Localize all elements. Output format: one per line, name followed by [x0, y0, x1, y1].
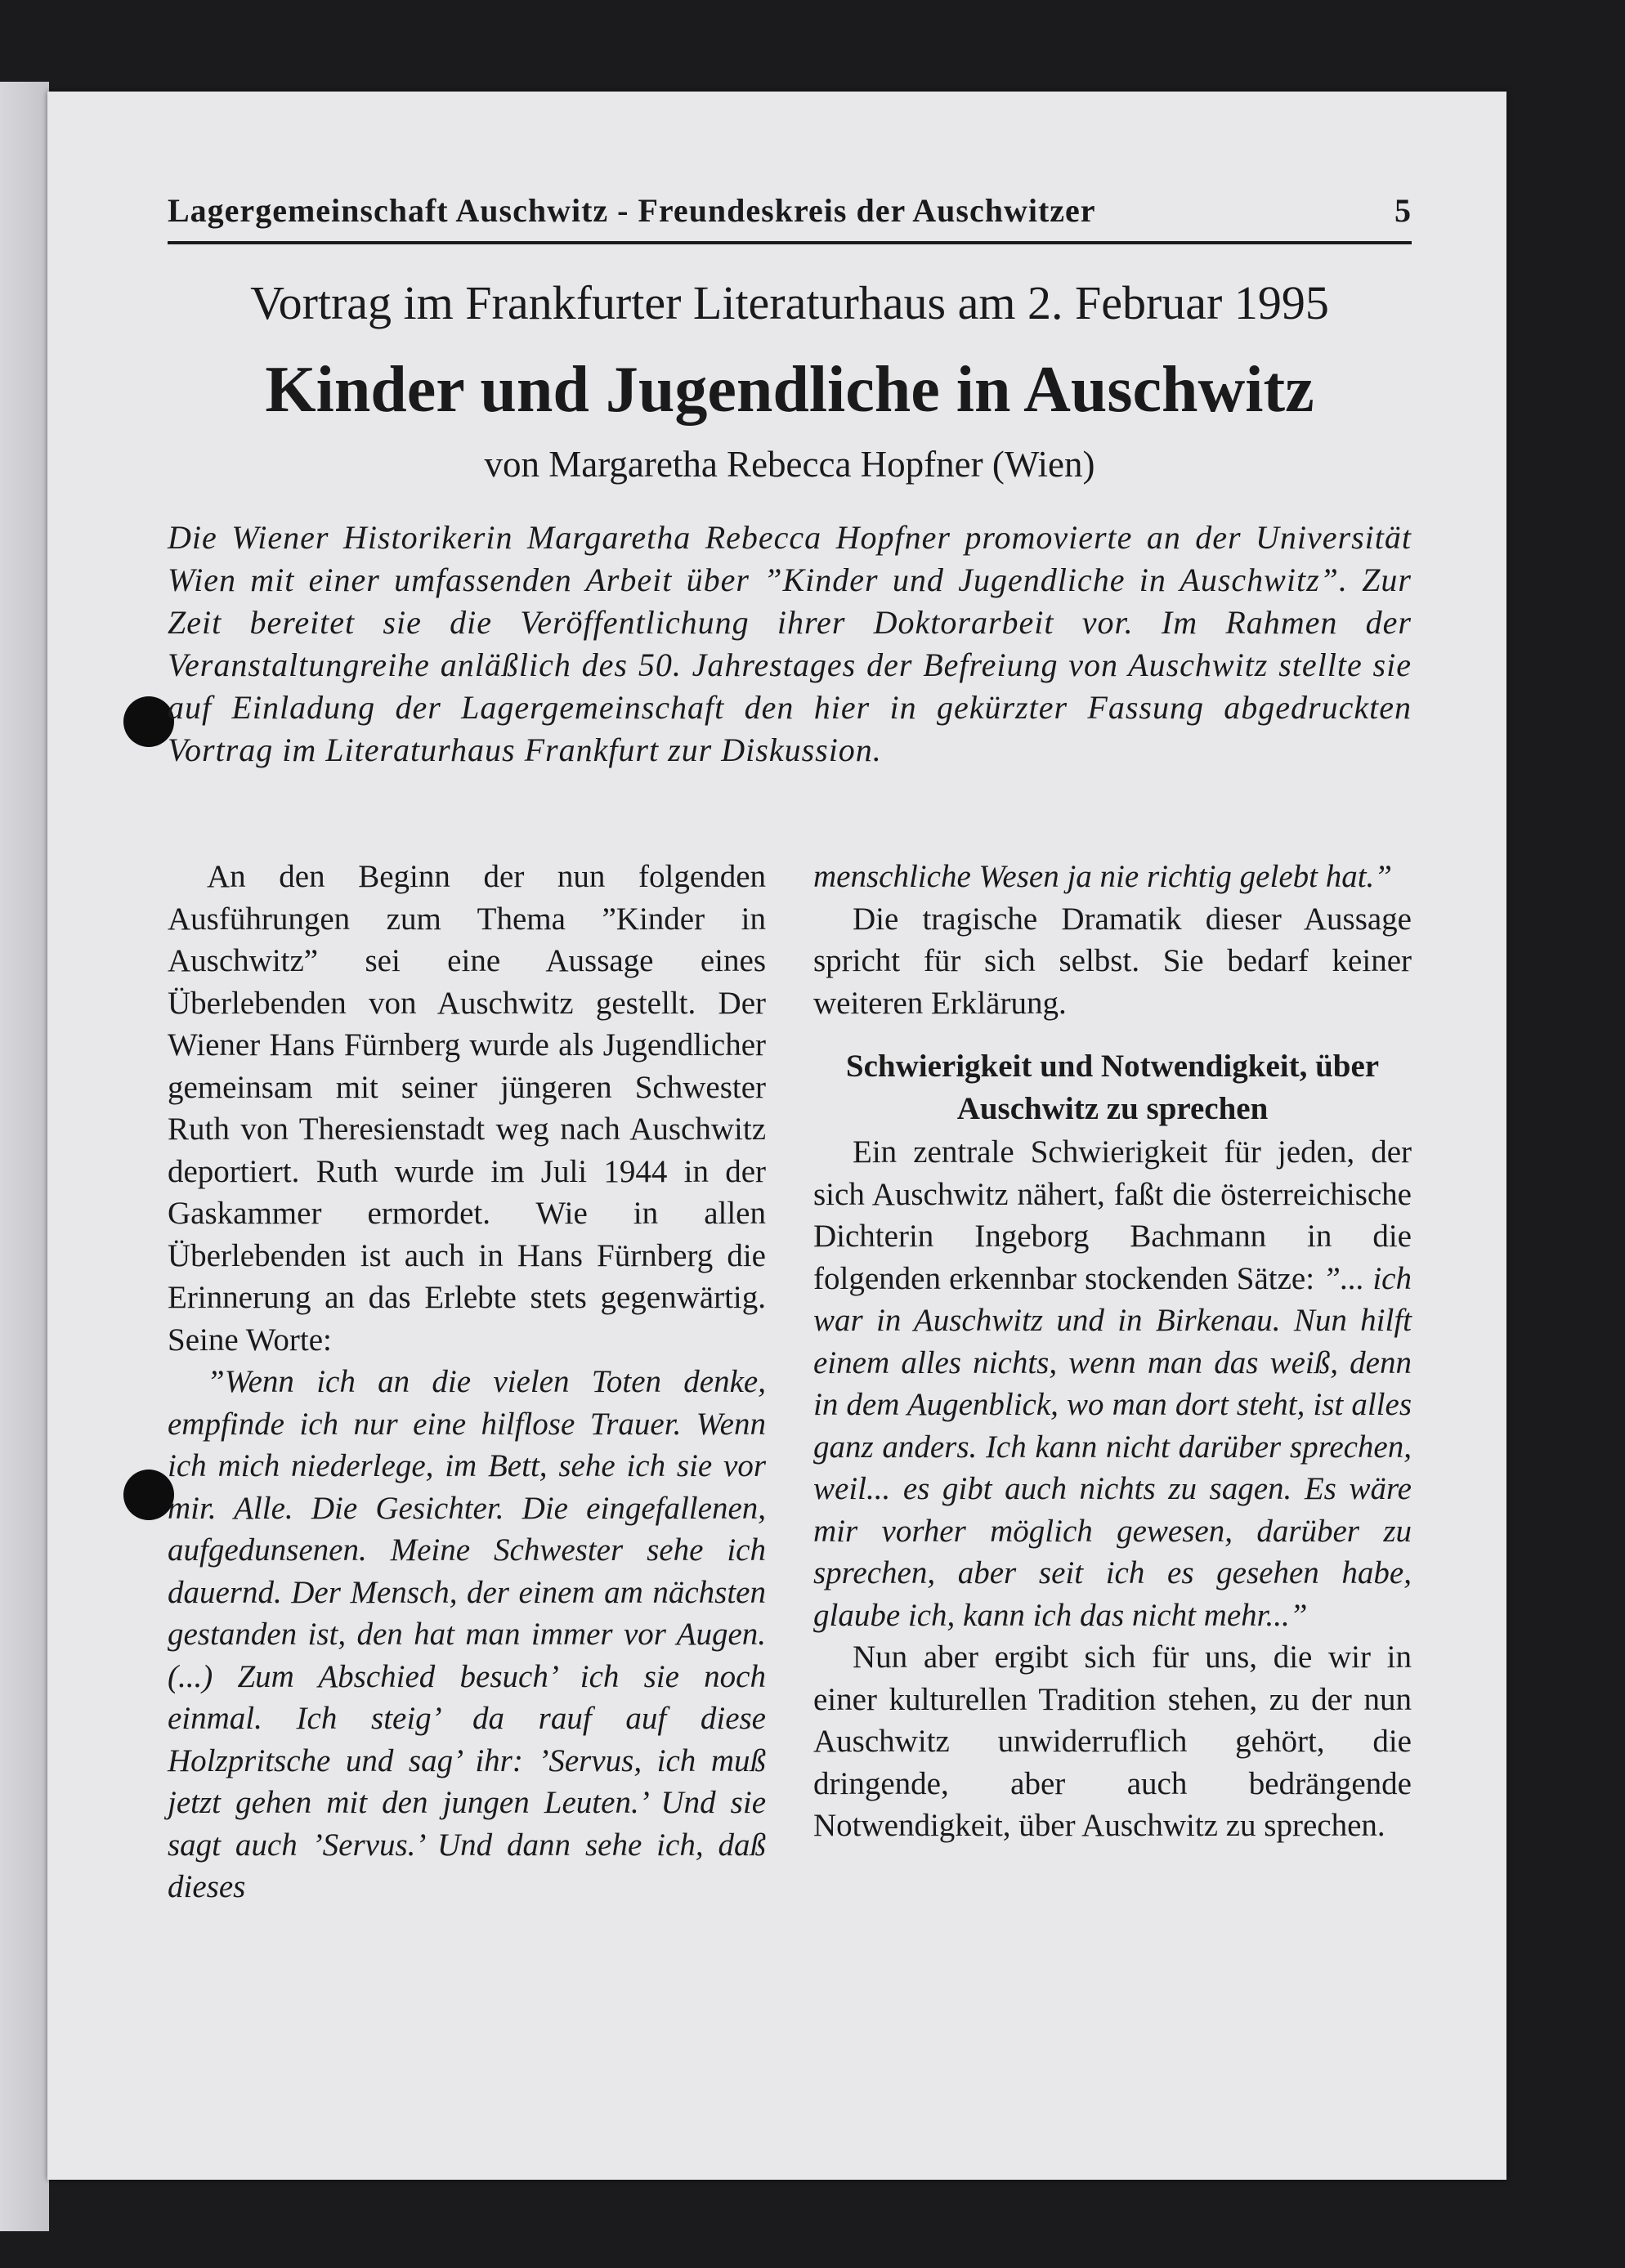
quote-paragraph: ”Wenn ich an die vielen Toten denke, empfinde ich nur eine hilflose Trauer. Wenn ich mich niederlege, im Bett, sehe ich sie vor mir. Alle. Die Gesichter. Die eingefallenen, aufgedunsenen. Meine Schwester sehe ich dauernd. Der Mensch, der einem am nächsten gestanden ist, den hat man immer vor Augen. (...) Zum Abschied besuch’ ich sie noch einmal. Ich steig’ da rauf auf diese Holzpritsche und sag’ ihr: ’Servus, ich muß jetzt gehen mit den jungen Leuten.’ Und sie sagt auch ’Servus.’ Und dann sehe ich, daß dieses: [168, 1364, 766, 1904]
quote-continuation: menschliche Wesen ja nie richtig gelebt hat.”: [813, 859, 1392, 894]
body-paragraph: An den Beginn der nun folgenden Ausführungen zum Thema ”Kinder in Auschwitz” sei eine Aussage eines Überlebenden von Auschwitz gestellt. Der Wiener Hans Fürnberg wurde als Jugendlicher gemeinsam mit seiner jüngeren Schwester Ruth von Theresienstadt weg nach Auschwitz deportiert. Ruth wurde im Juli 1944 in der Gaskammer ermordet. Wie in allen Überlebenden ist auch in Hans Fürnberg die Erinnerung an das Erlebte stets gegenwärtig. Seine Worte:: [168, 859, 766, 1358]
body-paragraph: [813, 1131, 1412, 1636]
article-kicker: Vortrag im Frankfurter Literaturhaus am 2. Februar 1995: [250, 276, 1329, 329]
header-rule: [168, 241, 1412, 244]
punch-hole: [123, 696, 174, 747]
previous-page-edge: [0, 82, 49, 2231]
bachmann-quote: ”... ich war in Auschwitz und in Birkenau. Nun hilft einem alles nichts, wenn man das weiß, denn in dem Augenblick, wo man dort steht, ist alles ganz anders. Ich kann nicht darüber sprechen, weil... es gibt auch nichts zu sagen. Es wäre mir vorher möglich gewesen, darüber zu sprechen, aber seit ich es gesehen habe, glaube ich, kann ich das nicht mehr...”: [813, 1260, 1412, 1633]
left-column: [168, 856, 766, 1908]
running-title: Lagergemeinschaft Auschwitz - Freundeskreis der Auschwitzer: [168, 192, 1096, 229]
body-paragraph: Die tragische Dramatik dieser Aussage spricht für sich selbst. Sie bedarf keiner weiteren Erklärung.: [813, 901, 1412, 1021]
section-subheading: Schwierigkeit und Notwendigkeit, über Auschwitz zu sprechen: [845, 1049, 1380, 1126]
page-number: 5: [1394, 192, 1412, 229]
punch-hole: [123, 1470, 174, 1520]
article-byline: von Margaretha Rebecca Hopfner (Wien): [484, 444, 1095, 485]
document-page: [47, 92, 1506, 2180]
running-header: [168, 191, 1412, 230]
right-column: [813, 856, 1412, 1847]
body-paragraph: Nun aber ergibt sich für uns, die wir in einer kulturellen Tradition stehen, zu der nun Auschwitz unwiderruflich gehört, die dringende, aber auch bedrängende Notwendigkeit, über Auschwitz zu sprechen.: [813, 1639, 1412, 1843]
article-title: Kinder und Jugendliche in Auschwitz: [265, 354, 1314, 426]
article-intro: Die Wiener Historikerin Margaretha Rebecca Hopfner promovierte an der Universität Wien mit einer umfassenden Arbeit über ”Kinder und Jugendliche in Auschwitz”. Zur Zeit bereitet sie die Veröffentlichung ihrer Doktorarbeit vor. Im Rahmen der Veranstaltungreihe anläßlich des 50. Jahrestages der Befreiung von Auschwitz stellte sie auf Einladung der Lagergemeinschaft den hier in gekürzter Fassung abgedruckten Vortrag im Literaturhaus Frankfurt zur Diskussion.: [168, 519, 1412, 768]
paragraph-lead: Ein zentrale Schwierigkeit für jeden, der sich Auschwitz nähert, faßt die österreichische Dichterin Ingeborg Bachmann in die folgenden erkennbar stockenden Sätze:: [813, 1134, 1412, 1296]
